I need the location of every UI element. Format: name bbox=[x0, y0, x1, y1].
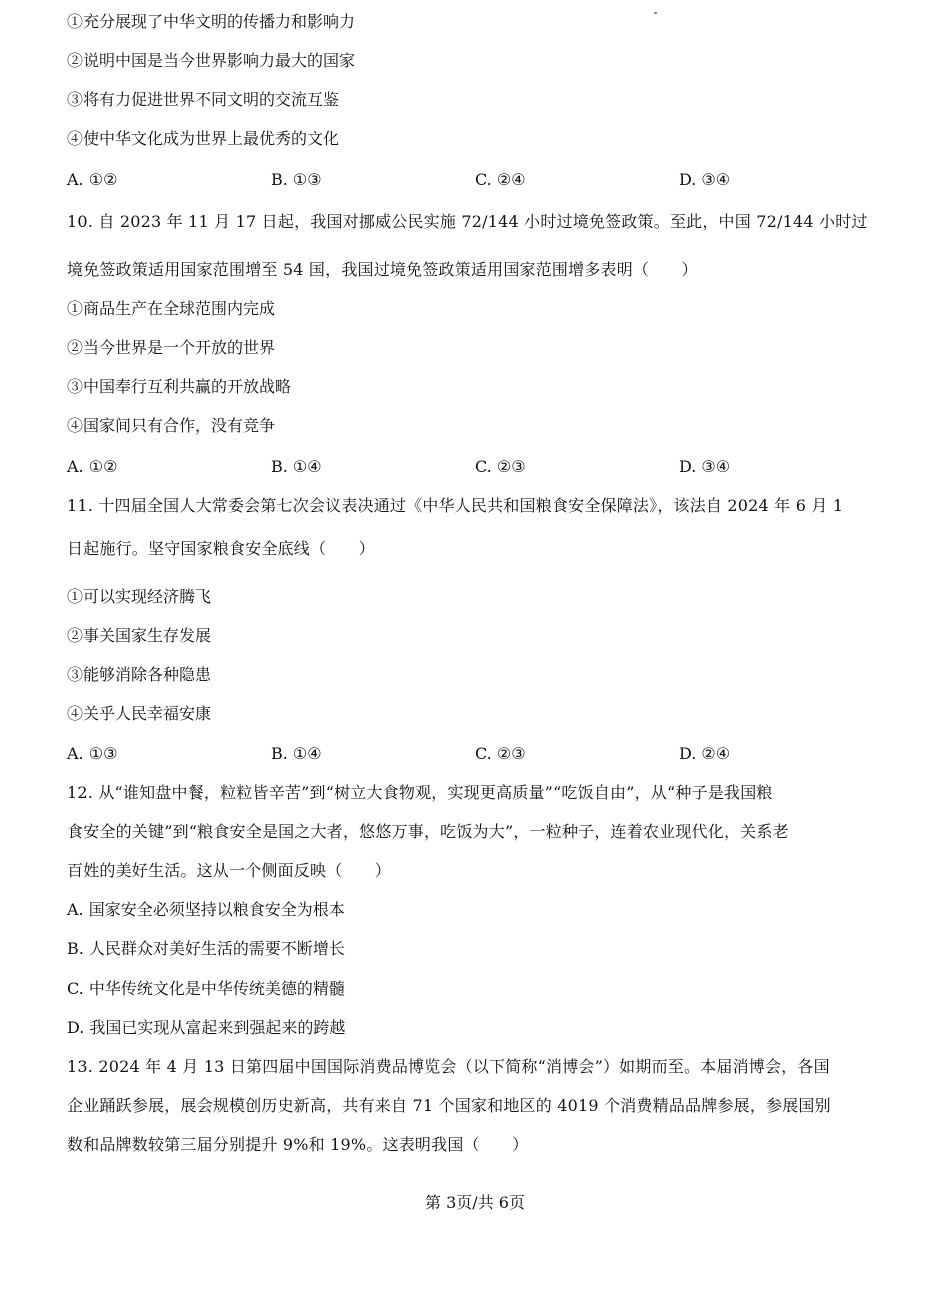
q10-stem-line-1: 10. 自 2023 年 11 月 17 日起，我国对挪威公民实施 72/144 小时过境免签政策。至此，中国 72/144 小时过 bbox=[67, 212, 868, 231]
q13-stem-line-2: 企业踊跃参展，展会规模创历史新高，共有来自 71 个国家和地区的 4019 个消费精品品牌参展，参展国别 bbox=[67, 1096, 831, 1115]
q10-option-c[interactable]: C. ②③ bbox=[475, 457, 526, 476]
q11-option-d[interactable]: D. ②④ bbox=[679, 744, 731, 763]
q11-item-1: ①可以实现经济腾飞 bbox=[67, 587, 212, 606]
q12-choice-b[interactable]: B. 人民群众对美好生活的需要不断增长 bbox=[67, 939, 345, 958]
q11-item-2: ②事关国家生存发展 bbox=[67, 626, 212, 645]
q9-option-d[interactable]: D. ③④ bbox=[679, 170, 731, 189]
q10-item-4: ④国家间只有合作，没有竞争 bbox=[67, 416, 276, 435]
q13-stem-line-1: 13. 2024 年 4 月 13 日第四届中国国际消费品博览会（以下简称“消博会”）如期而至。本届消博会，各国 bbox=[67, 1057, 830, 1076]
q9-item-2: ②说明中国是当今世界影响力最大的国家 bbox=[67, 51, 356, 70]
q12-stem-line-1: 12. 从“谁知盘中餐，粒粒皆辛苦”到“树立大食物观，实现更高质量”“吃饭自由”，从“种子是我国粮 bbox=[67, 783, 773, 802]
q12-choice-d[interactable]: D. 我国已实现从富起来到强起来的跨越 bbox=[67, 1018, 346, 1037]
q11-option-a[interactable]: A. ①③ bbox=[67, 744, 118, 763]
q10-stem-line-2: 境免签政策适用国家范围增至 54 国，我国过境免签政策适用国家范围增多表明（ ） bbox=[67, 260, 698, 279]
q12-stem-line-3: 百姓的美好生活。这从一个侧面反映（ ） bbox=[67, 861, 392, 880]
q11-item-3: ③能够消除各种隐患 bbox=[67, 665, 212, 684]
q11-stem-line-1: 11. 十四届全国人大常委会第七次会议表决通过《中华人民共和国粮食安全保障法》，该法自 2024 年 6 月 1 bbox=[67, 496, 844, 515]
q12-choice-c[interactable]: C. 中华传统文化是中华传统美德的精髓 bbox=[67, 979, 345, 998]
q10-option-a[interactable]: A. ①② bbox=[67, 457, 118, 476]
q11-option-b[interactable]: B. ①④ bbox=[271, 744, 322, 763]
q9-option-a[interactable]: A. ①② bbox=[67, 170, 118, 189]
q9-option-c[interactable]: C. ②④ bbox=[475, 170, 526, 189]
q10-option-b[interactable]: B. ①④ bbox=[271, 457, 322, 476]
q10-option-d[interactable]: D. ③④ bbox=[679, 457, 731, 476]
q10-item-1: ①商品生产在全球范围内完成 bbox=[67, 299, 276, 318]
q9-option-b[interactable]: B. ①③ bbox=[271, 170, 322, 189]
q9-item-1: ①充分展现了中华文明的传播力和影响力 bbox=[67, 12, 356, 31]
q11-item-4: ④关乎人民幸福安康 bbox=[67, 704, 212, 723]
q12-choice-a[interactable]: A. 国家安全必须坚持以粮食安全为根本 bbox=[67, 900, 345, 919]
q9-item-3: ③将有力促进世界不同文明的交流互鉴 bbox=[67, 90, 340, 109]
q9-item-4: ④使中华文化成为世界上最优秀的文化 bbox=[67, 129, 340, 148]
page-footer: 第 3页/共 6页 bbox=[425, 1193, 525, 1212]
q10-item-3: ③中国奉行互利共赢的开放战略 bbox=[67, 377, 292, 396]
q12-stem-line-2: 食安全的关键”到“粮食安全是国之大者，悠悠万事，吃饭为大”，一粒种子，连着农业现代化，关系老 bbox=[67, 822, 789, 841]
scan-mark bbox=[654, 12, 657, 14]
q13-stem-line-3: 数和品牌数较第三届分别提升 9%和 19%。这表明我国（ ） bbox=[67, 1135, 529, 1154]
q11-stem-line-2: 日起施行。坚守国家粮食安全底线（ ） bbox=[67, 539, 375, 558]
q11-option-c[interactable]: C. ②③ bbox=[475, 744, 526, 763]
q10-item-2: ②当今世界是一个开放的世界 bbox=[67, 338, 276, 357]
